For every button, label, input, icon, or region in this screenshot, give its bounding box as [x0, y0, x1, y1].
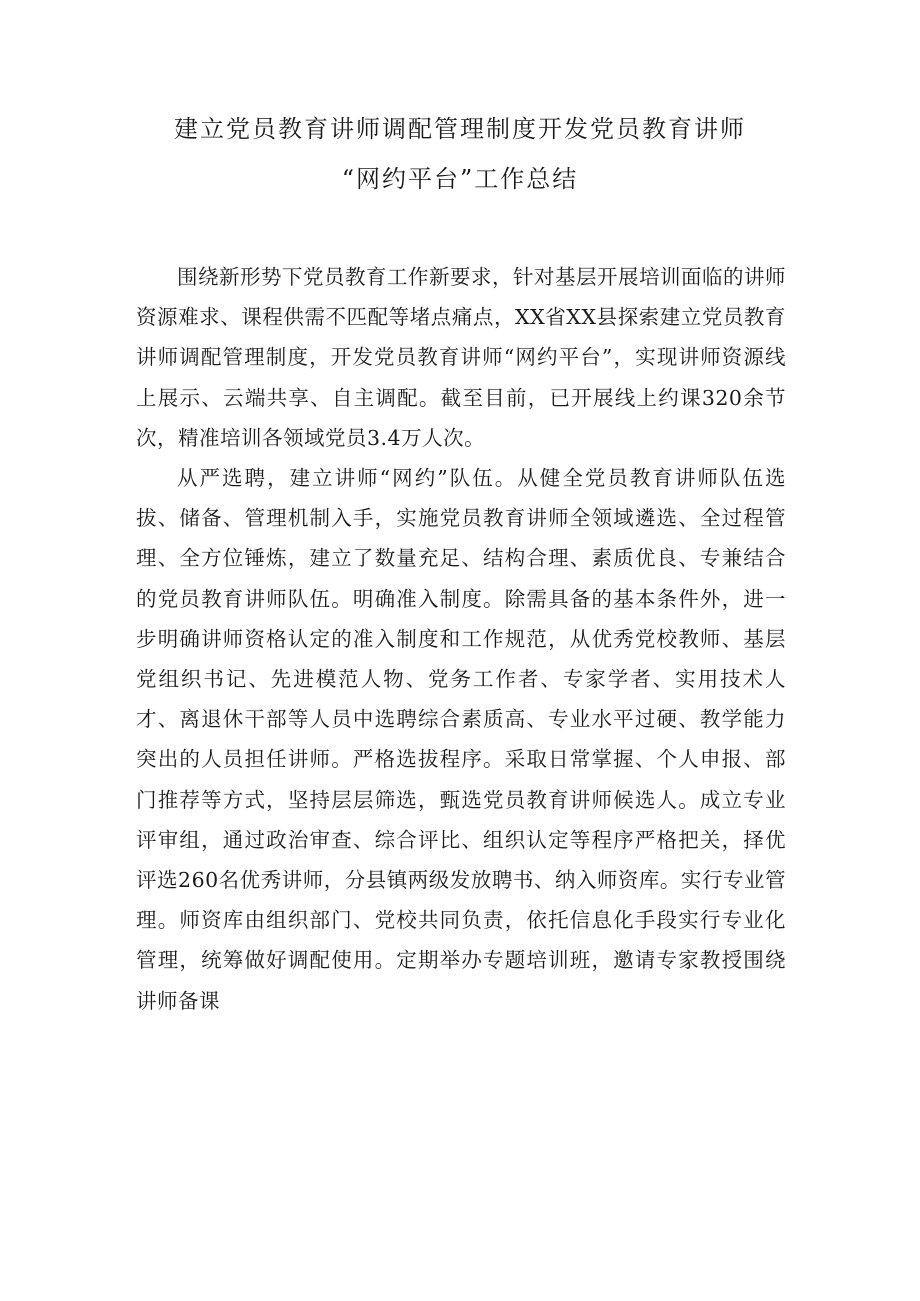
document-title-line-1: 建立党员教育讲师调配管理制度开发党员教育讲师: [174, 115, 746, 143]
paragraph-intro: 围绕新形势下党员教育工作新要求，针对基层开展培训面临的讲师资源难求、课程供需不匹配等堵点痛点，XX省XX县探索建立党员教育讲师调配管理制度，开发党员教育讲师“网约平台”，实现讲师资源线上展示、云端共享、自主调配。截至目前，已开展线上约课320余节次，精准培训各领域党员3.4万人次。: [136, 265, 786, 450]
document-title-line-2: “网约平台”工作总结: [341, 165, 579, 193]
document-body: [136, 257, 786, 1021]
paragraph-section-1: 从严选聘，建立讲师“网约”队伍。从健全党员教育讲师队伍选拔、储备、管理机制入手，实施党员教育讲师全领域遴选、全过程管理、全方位锤炼，建立了数量充足、结构合理、素质优良、专兼结合的党员教育讲师队伍。明确准入制度。除需具备的基本条件外，进一步明确讲师资格认定的准入制度和工作规范，从优秀党校教师、基层党组织书记、先进模范人物、党务工作者、专家学者、实用技术人才、离退休干部等人员中选聘综合素质高、专业水平过硬、教学能力突出的人员担任讲师。严格选拔程序。采取日常掌握、个人申报、部门推荐等方式，坚持层层筛选，甄选党员教育讲师候选人。成立专业评审组，通过政治审查、综合评比、组织认定等程序严格把关，择优评选260名优秀讲师，分县镇两级发放聘书、纳入师资库。实行专业管理。师资库由组织部门、党校共同负责，依托信息化手段实行专业化管理，统筹做好调配使用。定期举办专题培训班，邀请专家教授围绕讲师备课: [136, 466, 786, 1013]
